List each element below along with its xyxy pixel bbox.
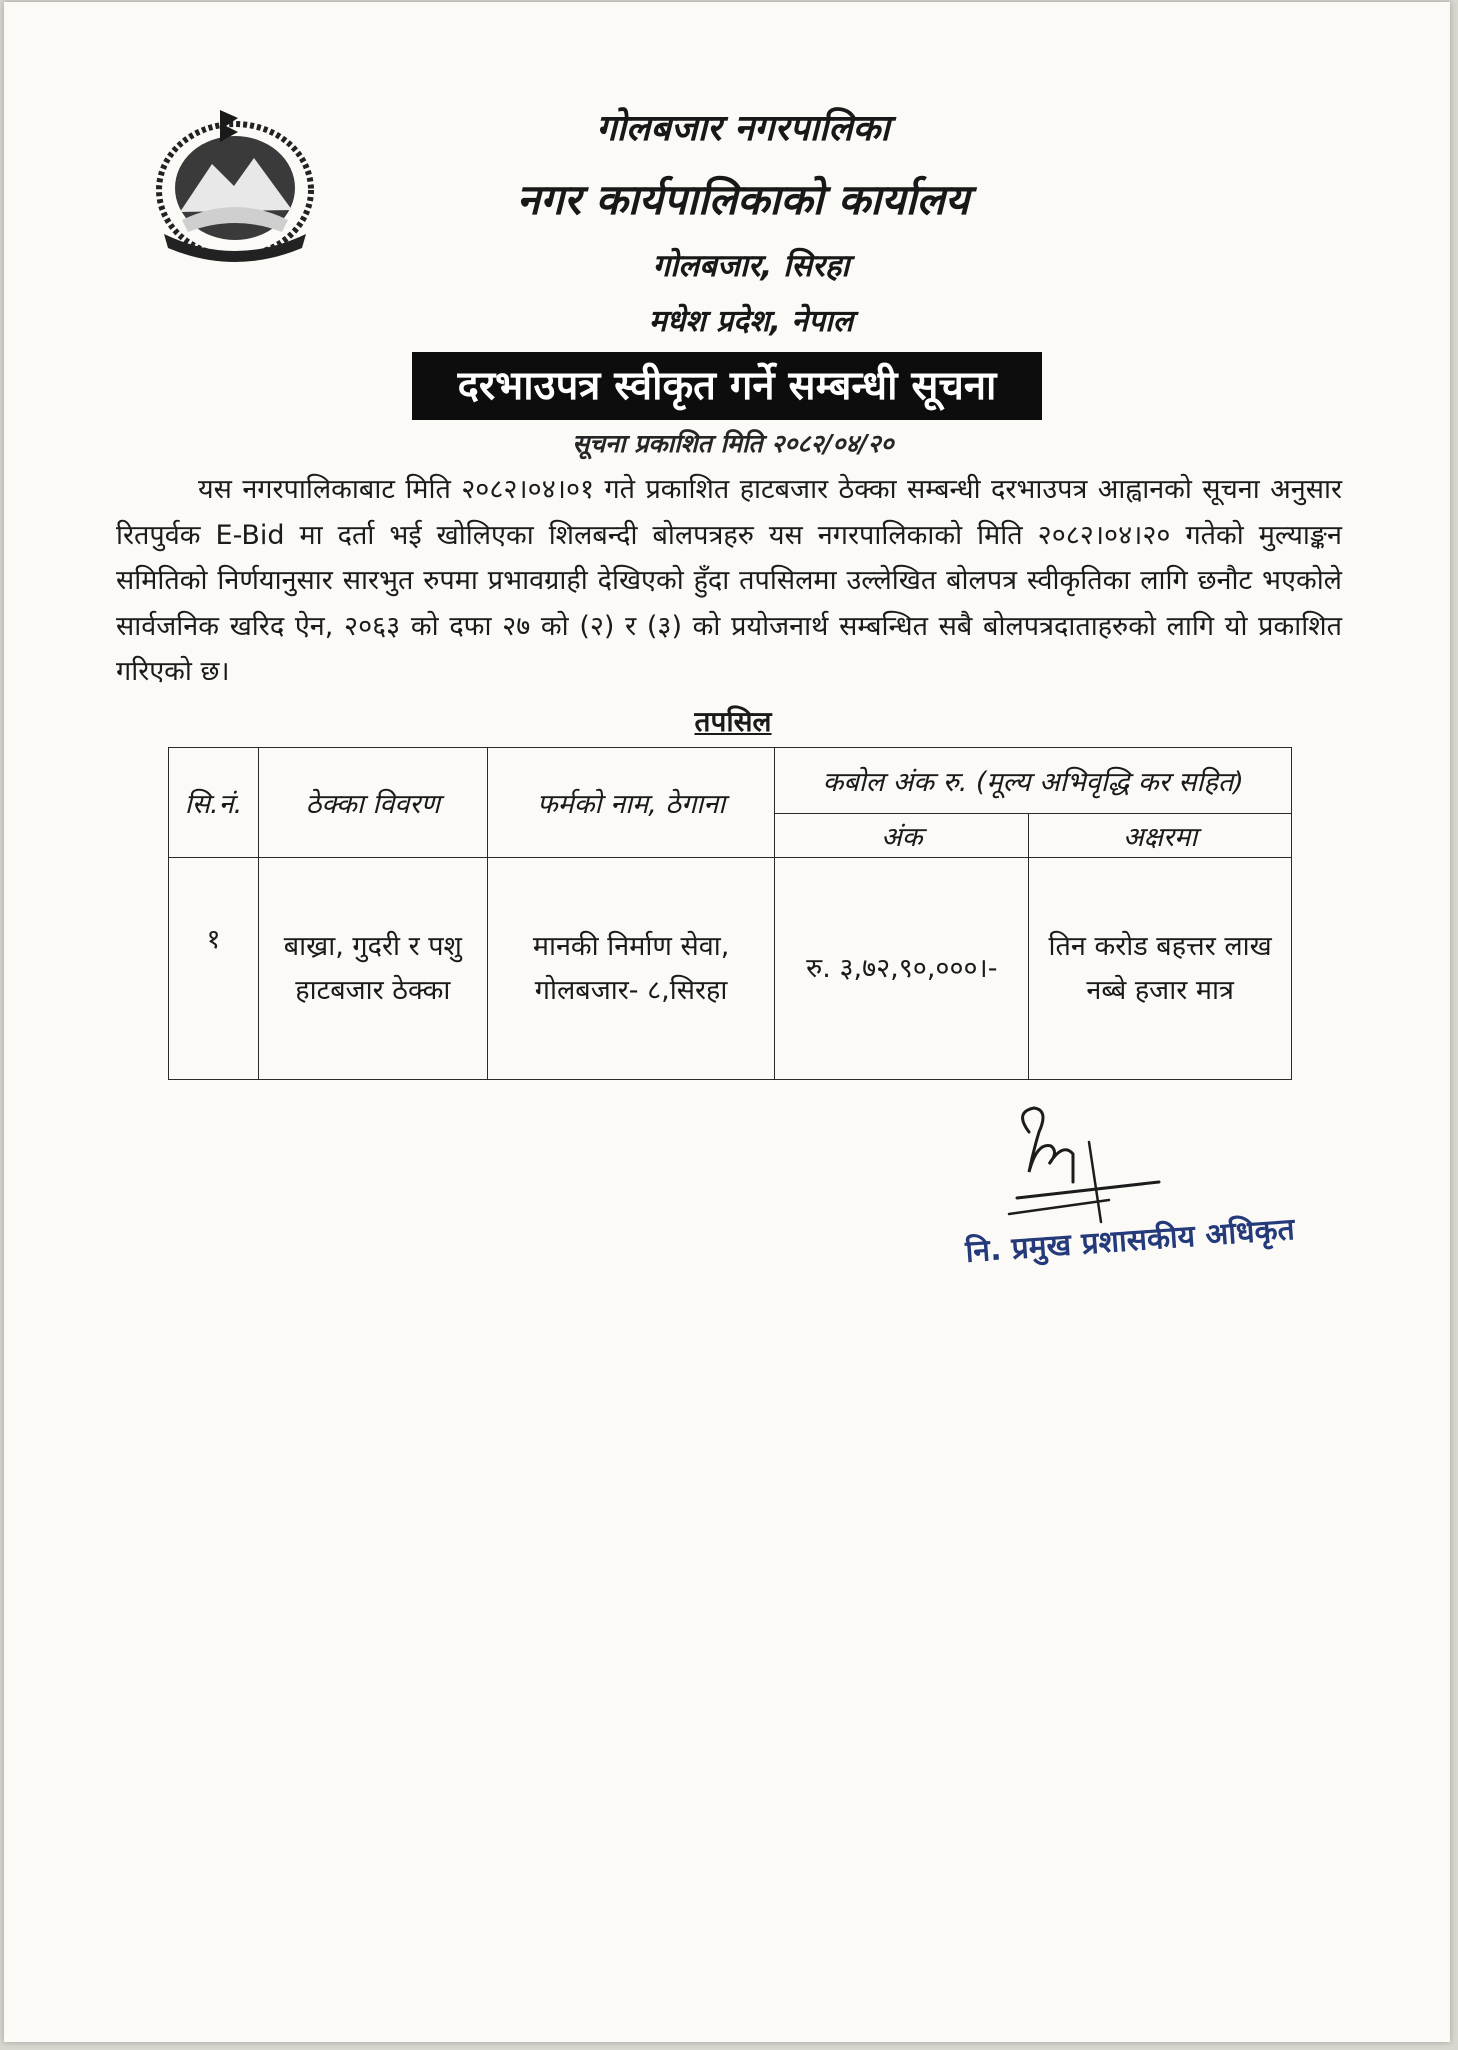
cell-amount: रु. ३,७२,९०,०००।- — [775, 858, 1029, 1080]
notice-title: दरभाउपत्र स्वीकृत गर्ने सम्बन्धी सूचना — [412, 352, 1042, 420]
header-sn: सि.नं. — [169, 748, 259, 858]
cell-sn: १ — [169, 858, 259, 1080]
notice-body — [116, 467, 1342, 695]
handwritten-signature — [989, 1102, 1169, 1232]
published-date: सूचना प्रकाशित मिति २०८२/०४/२० — [572, 429, 894, 458]
header-contract: ठेक्का विवरण — [258, 748, 487, 858]
header-words: अक्षरमा — [1029, 814, 1292, 858]
municipality-name: गोलबजार नगरपालिका — [596, 108, 890, 149]
cell-contract: बाख्रा, गुदरी र पशु हाटबजार ठेक्का — [258, 858, 487, 1080]
notice-body-text: यस नगरपालिकाबाट मिति २०८२।०४।०१ गते प्रकाशित हाटबजार ठेक्का सम्बन्धी दरभाउपत्र आह्वानको सूचना अनुसार रितपुर्वक E-Bid मा दर्ता भई खोलिएका शिलबन्दी बोलपत्रहरु यस नगरपालिकाको मिति २०८२।०४।२० गतेको मुल्याङ्कन समितिको निर्णयानुसार सारभुत रुपमा प्रभावग्राही देखिएको हुँदा तपसिलमा उल्लेखित बोलपत्र स्वीकृतिका लागि छनौट भएकोले सार्वजनिक खरिद ऐन, २०६३ को दफा २७ को (२) र (३) को प्रयोजनार्थ सम्बन्धित सबै बोलपत्रदाताहरुको लागि यो प्रकाशित गरिएको छ। — [116, 474, 1342, 687]
province-name: मधेश प्रदेश, नेपाल — [648, 304, 854, 339]
office-name: नगर कार्यपालिकाको कार्यालय — [516, 175, 970, 224]
cell-firm: मानकी निर्माण सेवा, गोलबजार- ८,सिरहा — [487, 858, 775, 1080]
table-row — [169, 858, 1292, 1080]
header-firm: फर्मको नाम, ठेगाना — [487, 748, 775, 858]
header-figure: अंक — [775, 814, 1029, 858]
document-page — [4, 2, 1450, 2042]
cell-amount-words: तिन करोड बहत्तर लाख नब्बे हजार मात्र — [1029, 858, 1292, 1080]
schedule-title: तपसिल — [694, 705, 772, 738]
office-location: गोलबजार, सिरहा — [652, 248, 850, 284]
signatory-title: नि. प्रमुख प्रशासकीय अधिकृत — [964, 1211, 1296, 1270]
header-bid: कबोल अंक रु. (मूल्य अभिवृद्धि कर सहित) — [775, 748, 1292, 814]
schedule-table — [168, 747, 1292, 1080]
